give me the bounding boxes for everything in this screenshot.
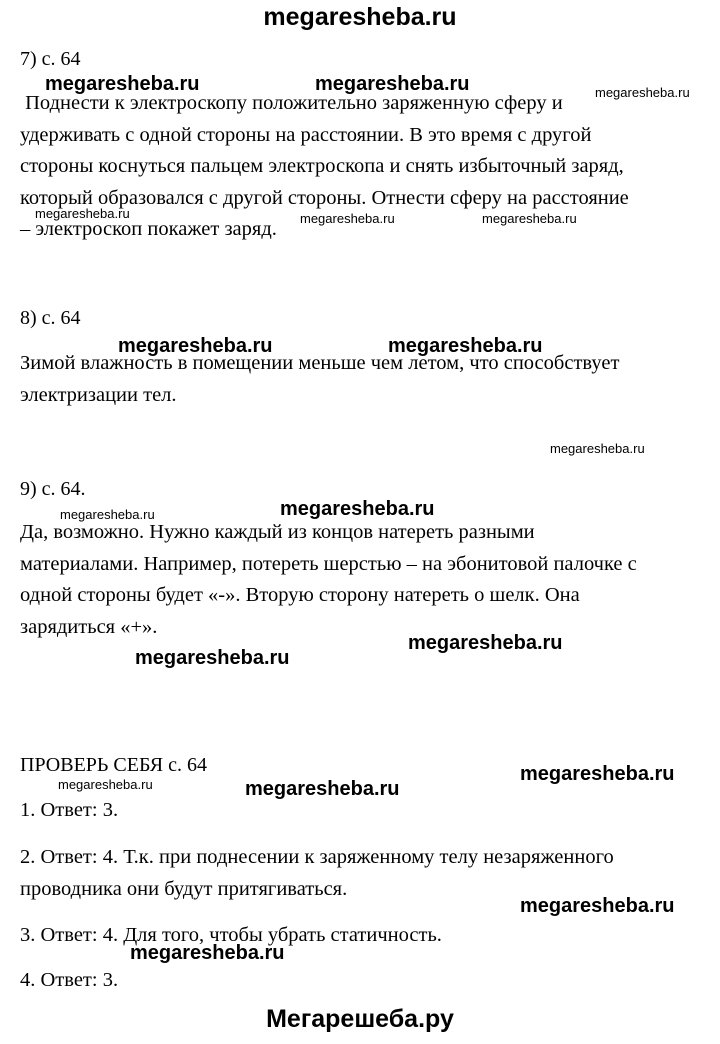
text-line: стороны коснуться пальцем электроскопа и снять избыточный заряд, <box>20 155 624 177</box>
site-header: megaresheba.ru <box>263 3 457 31</box>
answer-4 <box>20 965 710 997</box>
watermark: megaresheba.ru <box>300 211 395 226</box>
text-line: удерживать с одной стороны на расстоянии. В это время с другой <box>20 123 592 146</box>
section-7-heading: 7) с. 64 <box>20 48 81 70</box>
text-line: одной стороны будет «-». Вторую сторону натереть о шелк. Она <box>20 584 580 606</box>
watermark: megaresheba.ru <box>520 895 675 917</box>
watermark: megaresheba.ru <box>45 73 200 95</box>
watermark: megaresheba.ru <box>58 777 153 792</box>
watermark: megaresheba.ru <box>130 942 285 964</box>
watermark: megaresheba.ru <box>35 206 130 221</box>
watermark: megaresheba.ru <box>118 335 273 357</box>
text-line: Зимой влажность в помещении меньше чем летом, что способствует <box>20 352 620 374</box>
watermark: megaresheba.ru <box>0 1029 95 1044</box>
text-line: Да, возможно. Нужно каждый из концов натереть разными <box>20 521 535 543</box>
answer-3 <box>20 920 710 952</box>
section-9-text <box>20 517 710 643</box>
text-line: материалами. Например, потереть шерстью – на эбонитовой палочке с <box>20 552 637 575</box>
text-line: Поднести к электроскопу положительно заряженную сферу и <box>20 92 563 114</box>
site-footer: Мегарешеба.ру <box>266 1005 454 1033</box>
text-line: – электроскоп покажет заряд. <box>20 218 277 240</box>
watermark: megaresheba.ru <box>550 441 645 456</box>
watermark: megaresheba.ru <box>135 647 290 669</box>
text-line: проводника они будут притягиваться. <box>20 877 348 900</box>
watermark: megaresheba.ru <box>408 632 563 654</box>
section-8-text <box>20 348 710 411</box>
watermark: megaresheba.ru <box>482 211 577 226</box>
section-8-heading: 8) с. 64 <box>20 307 81 329</box>
text-line: зарядиться «+». <box>20 615 158 638</box>
watermark: megaresheba.ru <box>388 335 543 357</box>
watermark: megaresheba.ru <box>520 763 675 785</box>
watermark: megaresheba.ru <box>315 73 470 95</box>
watermark: megaresheba.ru <box>60 507 155 522</box>
watermark: megaresheba.ru <box>245 778 400 800</box>
text-line: 2. Ответ: 4. Т.к. при поднесении к заряженному телу незаряженного <box>20 846 614 868</box>
section-9-heading: 9) с. 64. <box>20 478 86 500</box>
text-line: электризации тел. <box>20 383 177 406</box>
text-line: 3. Ответ: 4. Для того, чтобы убрать статичность. <box>20 924 442 946</box>
check-yourself-heading: ПРОВЕРЬ СЕБЯ с. 64 <box>20 754 208 776</box>
watermark: megaresheba.ru <box>595 85 690 100</box>
text-line: 4. Ответ: 3. <box>20 969 119 991</box>
text-line: 1. Ответ: 3. <box>20 799 119 821</box>
watermark: megaresheba.ru <box>280 498 435 520</box>
text-line: который образовался с другой стороны. Отнести сферу на расстояние <box>20 186 629 209</box>
